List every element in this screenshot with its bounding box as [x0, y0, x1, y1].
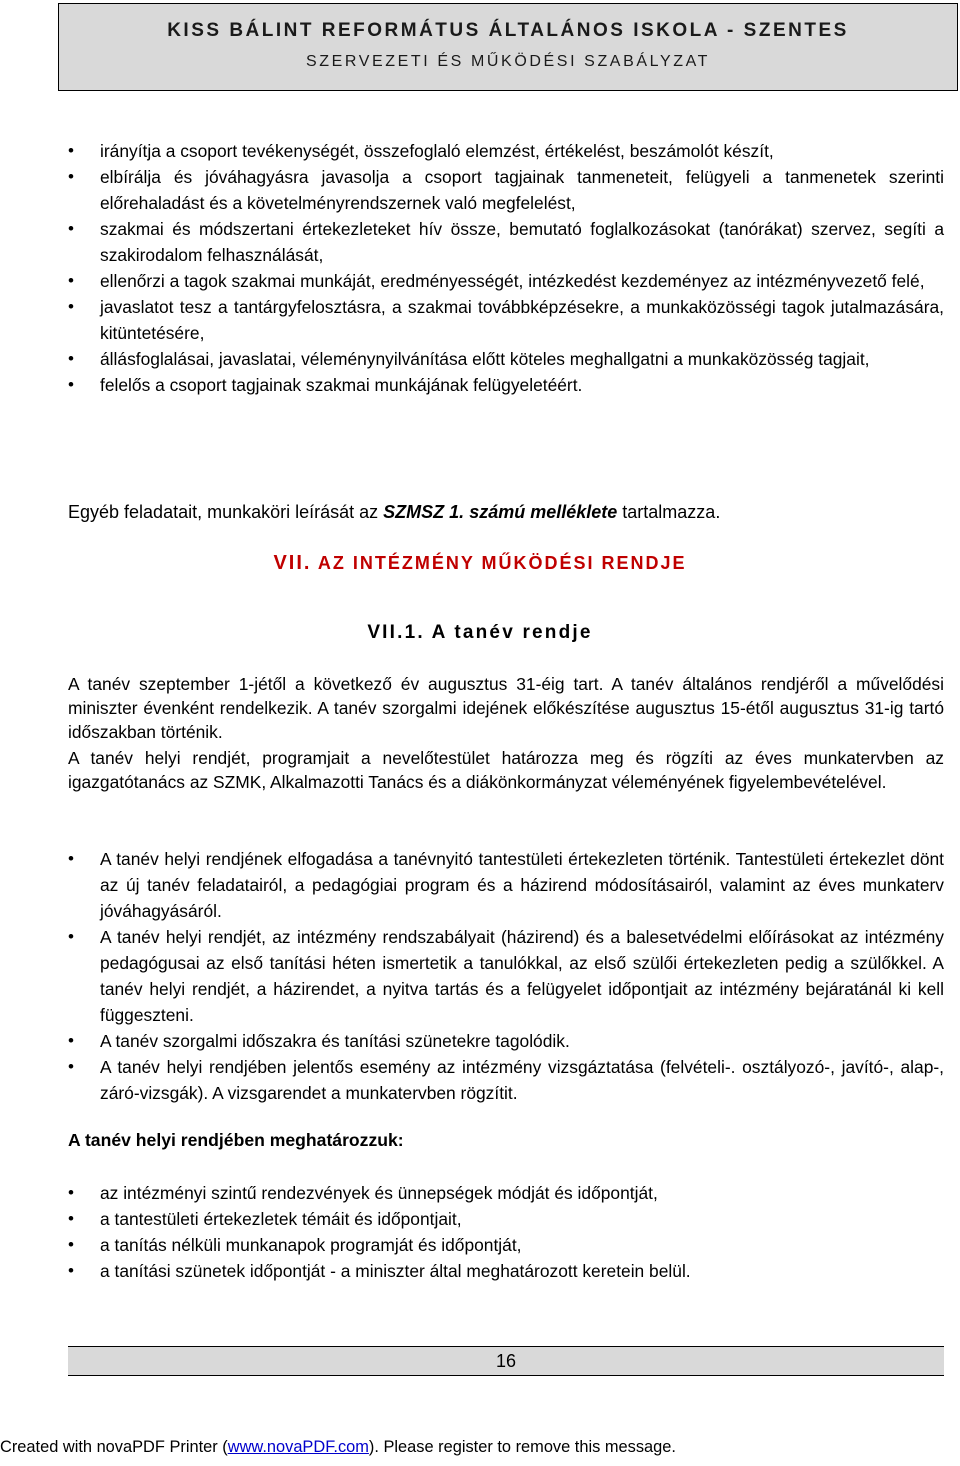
bullet-icon: •	[68, 927, 74, 946]
bullet-icon: •	[68, 1235, 74, 1254]
pdf-watermark-footer: Created with novaPDF Printer (www.novaPDF.com). Please register to remove this message.	[0, 1438, 676, 1456]
list-item: • ellenőrzi a tagok szakmai munkáját, eredményességét, intézkedést kezdeményez az intézményvezető felé,	[68, 268, 944, 294]
chapter-heading	[0, 552, 960, 575]
list-item: • a tanítási szünetek időpontját - a miniszter által meghatározott keretein belül.	[68, 1258, 944, 1284]
list-item: • állásfoglalásai, javaslatai, véleménynyilvánítása előtt köteles meghallgatni a munkaközösség tagjait,	[68, 346, 944, 372]
bullet-icon: •	[68, 375, 74, 394]
determinations-list	[68, 1180, 944, 1284]
bullet-icon: •	[68, 1183, 74, 1202]
bullet-icon: •	[68, 349, 74, 368]
local-order-paragraph: A tanév helyi rendjét, programjait a nevelőtestület határozza meg és rögzíti az éves munkatervben az igazgatótanács az SZMK, Alkalmazotti Tanács és a diákönkormányzat véleményének figyelembevételével.	[68, 748, 944, 792]
list-item: • a tanítás nélküli munkanapok programját és időpontját,	[68, 1232, 944, 1258]
novapdf-link[interactable]: www.novaPDF.com	[227, 1438, 369, 1456]
list-item: • irányítja a csoport tevékenységét, összefoglaló elemzést, értékelést, beszámolót készít,	[68, 138, 944, 164]
school-year-rules-list	[68, 846, 944, 1106]
bullet-icon: •	[68, 141, 74, 160]
bullet-icon: •	[68, 271, 74, 290]
section-heading: VII.1. A tanév rendje	[367, 622, 593, 643]
list-item: • a tantestületi értekezletek témáit és időpontjait,	[68, 1206, 944, 1232]
page-number: 16	[68, 1346, 944, 1376]
bullet-icon: •	[68, 1209, 74, 1228]
bullet-icon: •	[68, 849, 74, 868]
list-item: • A tanév helyi rendjét, az intézmény rendszabályait (házirend) és a balesetvédelmi előírásokat az intézmény pedagógusai az első tanítási héten ismertetik a tanulókkal, az első szülői értekezleten pedig a szülőkkel. A tanév helyi rendjét, a házirendet, a nyitva tartás és a felügyelet időpontjait az intézmény bejáratánál ki kell függeszteni.	[68, 924, 944, 1028]
list-item: • elbírálja és jóváhagyásra javasolja a csoport tagjainak tanmeneteit, felügyeli a tanmenetek szerinti előrehaladást és a követelményrendszernek való megfelelést,	[68, 164, 944, 216]
szmsz-reference: SZMSZ 1.	[383, 502, 465, 522]
list-item: • A tanév helyi rendjének elfogadása a tanévnyitó tantestületi értekezleten történik. Tantestületi értekezlet dönt az új tanév feladatairól, a pedagógiai program és a házirend módosításairól, valamint az éves munkaterv jóváhagyásáról.	[68, 846, 944, 924]
group-leader-duties-list	[68, 138, 944, 398]
list-item: • az intézményi szintű rendezvények és ünnepségek módját és időpontját,	[68, 1180, 944, 1206]
document-title: SZERVEZETI ÉS MŰKÖDÉSI SZABÁLYZAT	[305, 53, 711, 70]
chapter-title: AZ INTÉZMÉNY MŰKÖDÉSI RENDJE	[317, 553, 687, 573]
bullet-icon: •	[68, 219, 74, 238]
chapter-number: VII.	[273, 552, 312, 574]
list-item: • A tanév szorgalmi időszakra és tanítási szünetekre tagolódik.	[68, 1028, 944, 1054]
school-year-paragraph: A tanév szeptember 1-jétől a következő év augusztus 31-éig tart. A tanév általános rendjéről a művelődési miniszter évenként rendelkezik. A tanév szorgalmi idejének előkészítése augusztus 15-étől augusztus 31-ig tartó időszakban történik.	[68, 674, 944, 742]
bullet-icon: •	[68, 1057, 74, 1076]
list-item: • szakmai és módszertani értekezleteket hív össze, bemutató foglalkozásokat (tanórákat) szervez, segíti a szakirodalom felhasználását,	[68, 216, 944, 268]
list-item: • A tanév helyi rendjében jelentős esemény az intézmény vizsgáztatása (felvételi-. osztályozó-, javító-, alap-, záró-vizsgák). A vizsgarendet a munkatervben rögzítit.	[68, 1054, 944, 1106]
annex-reference: számú melléklete	[469, 502, 618, 522]
list-item: • javaslatot tesz a tantárgyfelosztásra, a szakmai továbbképzésekre, a munkaközösségi tagok jutalmazására, kitüntetésére,	[68, 294, 944, 346]
school-name: KISS BÁLINT REFORMÁTUS ÁLTALÁNOS ISKOLA - SZENTES	[167, 20, 849, 41]
list-item: • felelős a csoport tagjainak szakmai munkájának felügyeletéért.	[68, 372, 944, 398]
bullet-icon: •	[68, 167, 74, 186]
bullet-icon: •	[68, 297, 74, 316]
page-header	[58, 3, 958, 91]
determinations-heading: A tanév helyi rendjében meghatározzuk:	[68, 1130, 404, 1150]
other-duties-paragraph: Egyéb feladatait, munkaköri leírását az SZMSZ 1. számú melléklete tartalmazza.	[68, 502, 721, 522]
bullet-icon: •	[68, 1031, 74, 1050]
bullet-icon: •	[68, 1261, 74, 1280]
